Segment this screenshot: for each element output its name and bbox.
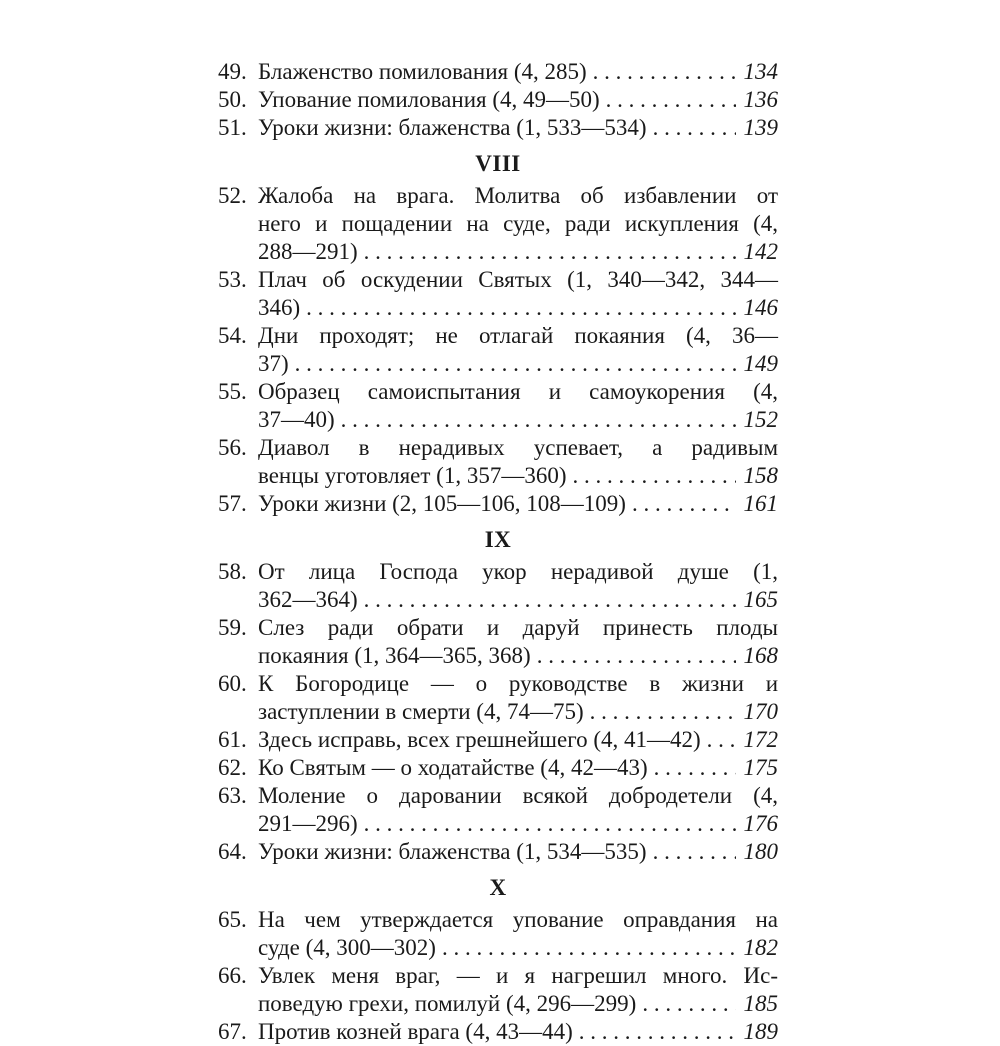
entry-number: 57. <box>218 491 247 516</box>
entry-body <box>258 58 778 86</box>
toc-entry[interactable] <box>218 962 778 1018</box>
toc-entry[interactable] <box>218 906 778 962</box>
entry-title-line: Увлек меня враг, — и я нагрешил много. Ис- <box>258 963 778 988</box>
entry-number: 62. <box>218 755 247 780</box>
entry-last-line <box>258 642 778 670</box>
page-number[interactable]: 170 <box>743 699 778 724</box>
entry-title-end: суде (4, 300—302) <box>258 935 436 960</box>
entry-title-line: Жалоба на врага. Молитва об избавлении от <box>258 183 778 208</box>
entry-last-line <box>258 238 778 266</box>
toc-entry[interactable] <box>218 490 778 518</box>
dot-leader <box>358 810 736 838</box>
dot-leader <box>358 238 736 266</box>
dot-leader <box>436 934 736 962</box>
entry-title-end: покаяния (1, 364—365, 368) <box>258 643 531 668</box>
entry-title-end: 291—296) <box>258 811 358 836</box>
page-number[interactable]: 185 <box>743 991 778 1016</box>
entry-last-line <box>258 490 778 518</box>
entry-title-line: От лица Господа укор нерадивой душе (1, <box>258 559 778 584</box>
entry-number: 58. <box>218 559 247 584</box>
entry-title-end: 346) <box>258 295 301 320</box>
entry-number: 66. <box>218 963 247 988</box>
entry-title-end: 37—40) <box>258 407 335 432</box>
toc-entry[interactable] <box>218 754 778 782</box>
entry-body <box>258 614 778 670</box>
entry-last-line <box>258 1018 778 1046</box>
page-number[interactable]: 168 <box>743 643 778 668</box>
entry-title-line: Слез ради обрати и даруй принесть плоды <box>258 615 778 640</box>
entry-number: 53. <box>218 267 247 292</box>
toc-entry[interactable] <box>218 182 778 266</box>
page-number[interactable]: 139 <box>743 115 778 140</box>
dot-leader <box>300 294 735 322</box>
page-number[interactable]: 161 <box>743 491 778 516</box>
page-number[interactable]: 158 <box>743 463 778 488</box>
toc-entry[interactable] <box>218 782 778 838</box>
entry-number: 59. <box>218 615 247 640</box>
entry-last-line <box>258 58 778 86</box>
entry-last-line <box>258 810 778 838</box>
entry-title-end: Здесь исправь, всех грешнейшего (4, 41—42) <box>258 727 701 752</box>
dot-leader <box>647 114 736 142</box>
page-number[interactable]: 149 <box>743 351 778 376</box>
dot-leader <box>335 406 736 434</box>
dot-leader <box>647 838 736 866</box>
entry-title-end: Уроки жизни: блаженства (1, 533—534) <box>258 115 647 140</box>
table-of-contents <box>218 58 778 1046</box>
toc-entry[interactable] <box>218 670 778 726</box>
dot-leader <box>358 586 736 614</box>
entry-body <box>258 754 778 782</box>
entry-last-line <box>258 838 778 866</box>
entry-number: 65. <box>218 907 247 932</box>
entry-number: 56. <box>218 435 247 460</box>
entry-title-line: К Богородице — о руководстве в жизни и <box>258 671 778 696</box>
toc-entry[interactable] <box>218 322 778 378</box>
entry-body <box>258 726 778 754</box>
entry-body <box>258 962 778 1018</box>
toc-entry[interactable] <box>218 726 778 754</box>
entry-body <box>258 182 778 266</box>
entry-body <box>258 558 778 614</box>
page-number[interactable]: 176 <box>743 811 778 836</box>
toc-entry[interactable] <box>218 266 778 322</box>
entry-title-end: 288—291) <box>258 239 358 264</box>
entry-title-end: Уроки жизни: блаженства (1, 534—535) <box>258 839 647 864</box>
dot-leader <box>626 490 736 518</box>
toc-entry[interactable] <box>218 378 778 434</box>
page-number[interactable]: 152 <box>743 407 778 432</box>
entry-body <box>258 266 778 322</box>
entry-title-end: венцы уготовляет (1, 357—360) <box>258 463 567 488</box>
entry-last-line <box>258 114 778 142</box>
entry-number: 64. <box>218 839 247 864</box>
entry-title-end: 362—364) <box>258 587 358 612</box>
page-number[interactable]: 180 <box>743 839 778 864</box>
entry-title-end: Блаженство помилования (4, 285) <box>258 59 587 84</box>
toc-entry[interactable] <box>218 58 778 86</box>
page-number[interactable]: 165 <box>743 587 778 612</box>
entry-last-line <box>258 350 778 378</box>
entry-title-line: Моление о даровании всякой добродетели (4, <box>258 783 778 808</box>
dot-leader <box>567 462 736 490</box>
entry-last-line <box>258 990 778 1018</box>
toc-entry[interactable] <box>218 1018 778 1046</box>
dot-leader <box>573 1018 736 1046</box>
page-number[interactable]: 142 <box>743 239 778 264</box>
dot-leader <box>701 726 736 754</box>
entry-last-line <box>258 726 778 754</box>
toc-entry[interactable] <box>218 838 778 866</box>
entry-number: 61. <box>218 727 247 752</box>
toc-entry[interactable] <box>218 114 778 142</box>
entry-body <box>258 322 778 378</box>
page-number[interactable]: 182 <box>743 935 778 960</box>
entry-last-line <box>258 462 778 490</box>
entry-number: 49. <box>218 59 247 84</box>
entry-title-end: Против козней врага (4, 43—44) <box>258 1019 573 1044</box>
entry-body <box>258 670 778 726</box>
entry-title-end: Ко Святым — о ходатайстве (4, 42—43) <box>258 755 648 780</box>
entry-last-line <box>258 586 778 614</box>
entry-body <box>258 838 778 866</box>
entry-title-line: него и пощадении на суде, ради искупления (4, <box>258 211 778 236</box>
page-number[interactable]: 136 <box>743 87 778 112</box>
entry-body <box>258 782 778 838</box>
dot-leader <box>531 642 736 670</box>
entry-last-line <box>258 294 778 322</box>
entry-number: 63. <box>218 783 247 808</box>
toc-entry[interactable] <box>218 434 778 490</box>
entry-title-line: Дни проходят; не отлагай покаяния (4, 36— <box>258 323 778 348</box>
dot-leader <box>587 58 736 86</box>
entry-number: 51. <box>218 115 247 140</box>
entry-body <box>258 1018 778 1046</box>
toc-entry[interactable] <box>218 614 778 670</box>
entry-last-line <box>258 86 778 114</box>
entry-number: 55. <box>218 379 247 404</box>
toc-entry[interactable] <box>218 86 778 114</box>
entry-title-end: Уроки жизни (2, 105—106, 108—109) <box>258 491 626 516</box>
section-heading: IX <box>484 527 512 552</box>
dot-leader <box>636 990 735 1018</box>
entry-body <box>258 86 778 114</box>
page-number[interactable]: 175 <box>743 755 778 780</box>
dot-leader <box>289 350 736 378</box>
entry-number: 50. <box>218 87 247 112</box>
page-number[interactable]: 146 <box>743 295 778 320</box>
entry-body <box>258 114 778 142</box>
entry-number: 60. <box>218 671 247 696</box>
entry-title-end: заступлении в смерти (4, 74—75) <box>258 699 584 724</box>
entry-body <box>258 906 778 962</box>
entry-last-line <box>258 934 778 962</box>
section-heading: VIII <box>475 151 521 176</box>
entry-number: 67. <box>218 1019 247 1044</box>
entry-body <box>258 434 778 490</box>
entry-body <box>258 490 778 518</box>
dot-leader <box>600 86 736 114</box>
entry-body <box>258 378 778 434</box>
page-number[interactable]: 134 <box>743 59 778 84</box>
entry-title-line: Диавол в нерадивых успевает, а радивым <box>258 435 778 460</box>
entry-title-end: 37) <box>258 351 289 376</box>
dot-leader <box>584 698 736 726</box>
page-number[interactable]: 172 <box>743 727 778 752</box>
entry-title-end: Упование помилования (4, 49—50) <box>258 87 600 112</box>
entry-number: 52. <box>218 183 247 208</box>
entry-last-line <box>258 406 778 434</box>
entry-last-line <box>258 754 778 782</box>
dot-leader <box>648 754 736 782</box>
toc-entry[interactable] <box>218 558 778 614</box>
entry-title-line: Образец самоиспытания и самоукорения (4, <box>258 379 778 404</box>
entry-title-line: На чем утверждается упование оправдания на <box>258 907 778 932</box>
entry-title-end: поведую грехи, помилуй (4, 296—299) <box>258 991 637 1016</box>
entry-last-line <box>258 698 778 726</box>
page-number[interactable]: 189 <box>743 1019 778 1044</box>
entry-title-line: Плач об оскудении Святых (1, 340—342, 344— <box>258 267 778 292</box>
entry-number: 54. <box>218 323 247 348</box>
section-heading: X <box>489 875 507 900</box>
